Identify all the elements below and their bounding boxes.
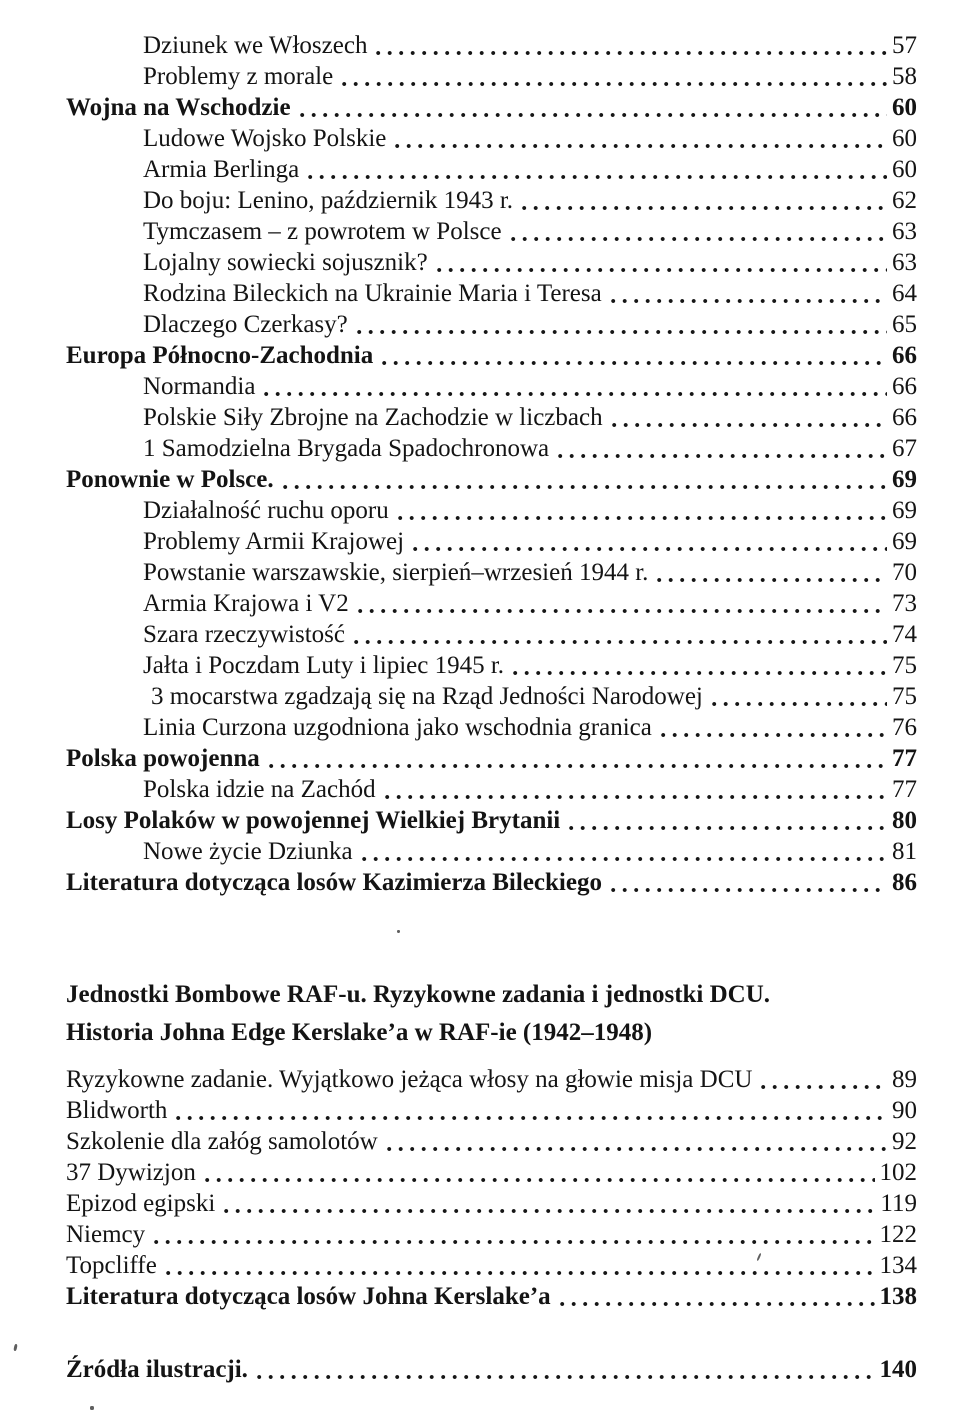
toc-entry-page-number: 140 [879,1356,917,1383]
toc-entry [66,836,917,867]
toc-entry-title: Armia Berlinga [143,156,300,183]
toc-entry [66,495,917,526]
dot-leader [357,329,887,335]
chapter-heading-line-1: Jednostki Bombowe RAF-u. Ryzykowne zadania i jednostki DCU. [66,981,771,1008]
toc-entry-page-number: 138 [879,1283,917,1310]
toc-entry [66,526,917,557]
dot-leader [437,267,887,273]
toc-entry [66,185,917,216]
toc-entry-title: Topcliffe [66,1252,157,1279]
dot-leader [283,484,887,490]
dot-leader [387,1146,887,1152]
dot-leader [395,143,887,149]
dot-leader [376,50,887,56]
toc-entry-page-number: 80 [892,807,917,834]
toc-entry-page-number: 92 [892,1128,917,1155]
toc-entry-page-number: 66 [892,342,917,369]
dot-leader [522,205,887,211]
toc-entry-title: Armia Krajowa i V2 [143,590,349,617]
dot-leader [712,701,887,707]
toc-entry-title: Normandia [143,373,256,400]
dot-leader [166,1270,875,1276]
toc-entry [66,1281,917,1312]
toc-entry-title: Rodzina Bileckich na Ukrainie Maria i Teresa [143,280,602,307]
toc-entry-title: Niemcy [66,1221,146,1248]
toc-entry-page-number: 66 [892,404,917,431]
dot-leader [300,112,887,118]
toc-entry-title: Powstanie warszawskie, sierpień–wrzesień 1944 r. [143,559,649,586]
dot-leader [308,174,887,180]
toc-entry-page-number: 57 [892,32,917,59]
toc-entry-page-number: 69 [892,497,917,524]
toc-entry [66,1250,917,1281]
toc-entry [66,1354,917,1385]
dot-leader [611,887,887,893]
toc-entry [66,247,917,278]
toc-entry-page-number: 77 [892,776,917,803]
toc-entry-title: Epizod egipski [66,1190,216,1217]
dot-leader [342,81,887,87]
toc-entry-title: Polska powojenna [66,745,260,772]
scan-speck [397,930,400,933]
toc-entry-title: Polskie Siły Zbrojne na Zachodzie w liczbach [143,404,603,431]
dot-leader [358,608,887,614]
toc-entry [66,216,917,247]
toc-entry [66,1219,917,1250]
toc-entry-page-number: 74 [892,621,917,648]
toc-entry [66,867,917,898]
toc-entry [66,61,917,92]
toc-entry [66,340,917,371]
toc-entry-page-number: 65 [892,311,917,338]
toc-entry-page-number: 60 [892,125,917,152]
toc-footer [66,1354,917,1385]
toc-entry-title: Tymczasem – z powrotem w Polsce [143,218,502,245]
toc-entry-page-number: 102 [879,1159,917,1186]
dot-leader [257,1374,875,1380]
toc-entry-title: Lojalny sowiecki sojusznik? [143,249,428,276]
toc-entry-title: Nowe życie Dziunka [143,838,353,865]
toc-entry [66,464,917,495]
dot-leader [264,391,887,397]
toc-entry-title: Blidworth [66,1097,168,1124]
toc-entry-page-number: 90 [892,1097,917,1124]
toc-entry-title: Szkolenie dla załóg samolotów [66,1128,378,1155]
toc-entry [66,650,917,681]
toc-entry [66,123,917,154]
toc-entry-page-number: 86 [892,869,917,896]
toc-entry-title: Działalność ruchu oporu [143,497,389,524]
toc-entry [66,309,917,340]
toc-entry [66,681,917,712]
toc-section-2 [66,1064,917,1312]
toc-entry-title: 1 Samodzielna Brygada Spadochronowa [143,435,550,462]
toc-entry-page-number: 70 [892,559,917,586]
dot-leader [511,236,887,242]
toc-entry-page-number: 66 [892,373,917,400]
toc-entry-title: Wojna na Wschodzie [66,94,291,121]
toc-entry-title: Problemy Armii Krajowej [143,528,405,555]
toc-entry [66,588,917,619]
toc-entry-title: Do boju: Lenino, październik 1943 r. [143,187,514,214]
dot-leader [269,763,887,769]
toc-entry-title: Linia Curzona uzgodniona jako wschodnia granica [143,714,652,741]
toc-entry-title: Problemy z morale [143,63,334,90]
dot-leader [154,1239,874,1245]
toc-entry [66,1126,917,1157]
toc-entry [66,402,917,433]
toc-entry [66,619,917,650]
toc-entry-page-number: 122 [879,1221,917,1248]
toc-entry-page-number: 60 [892,94,917,121]
toc-entry-title: Europa Północno-Zachodnia [66,342,374,369]
toc-entry [66,1188,917,1219]
toc-entry-page-number: 76 [892,714,917,741]
dot-leader [382,360,887,366]
toc-entry-title: Literatura dotycząca losów Johna Kerslake’a [66,1283,551,1310]
toc-entry [66,712,917,743]
toc-entry-page-number: 77 [892,745,917,772]
toc-entry-page-number: 89 [892,1066,917,1093]
dot-leader [657,577,887,583]
toc-entry-title: Ryzykowne zadanie. Wyjątkowo jeżąca włosy na głowie misja DCU [66,1066,753,1093]
toc-entry [66,92,917,123]
dot-leader [513,670,887,676]
toc-entry-page-number: 73 [892,590,917,617]
toc-entry [66,371,917,402]
toc-entry [66,1064,917,1095]
toc-entry-page-number: 63 [892,218,917,245]
dot-leader [224,1208,875,1214]
chapter-heading-line-2: Historia Johna Edge Kerslake’a w RAF-ie (1942–1948) [66,1019,653,1046]
scan-speck [90,1406,94,1410]
toc-entry-title: Losy Polaków w powojennej Wielkiej Brytanii [66,807,561,834]
dot-leader [385,794,887,800]
toc-entry-title: 37 Dywizjon [66,1159,196,1186]
toc-entry [66,805,917,836]
toc-entry-page-number: 58 [892,63,917,90]
dot-leader [761,1084,887,1090]
toc-entry-page-number: 64 [892,280,917,307]
toc-entry-title: Jałta i Poczdam Luty i lipiec 1945 r. [143,652,505,679]
dot-leader [205,1177,875,1183]
toc-entry-title: Szara rzeczywistość [143,621,345,648]
toc-entry-title: Ponownie w Polsce. [66,466,274,493]
dot-leader [612,422,887,428]
toc-entry-title: Dlaczego Czerkasy? [143,311,348,338]
toc-entry [66,30,917,61]
dot-leader [661,732,887,738]
toc-entry-page-number: 63 [892,249,917,276]
toc-entry [66,433,917,464]
toc-entry [66,154,917,185]
chapter-heading [66,976,917,1052]
toc-entry-page-number: 69 [892,466,917,493]
toc-entry [66,774,917,805]
toc-entry [66,278,917,309]
toc-entry-page-number: 75 [892,683,917,710]
toc-entry-title: Ludowe Wojsko Polskie [143,125,387,152]
toc-entry-page-number: 81 [892,838,917,865]
toc-entry-page-number: 75 [892,652,917,679]
toc-entry-page-number: 134 [879,1252,917,1279]
toc-entry [66,1095,917,1126]
toc-entry [66,557,917,588]
toc-entry-title: Polska idzie na Zachód [143,776,376,803]
toc-entry-page-number: 119 [880,1190,917,1217]
dot-leader [398,515,887,521]
dot-leader [558,453,887,459]
toc-entry [66,1157,917,1188]
toc-entry-title: Literatura dotycząca losów Kazimierza Bileckiego [66,869,602,896]
toc-entry-page-number: 60 [892,156,917,183]
toc-entry-title: Źródła ilustracji. [66,1356,248,1383]
dot-leader [362,856,887,862]
dot-leader [611,298,887,304]
toc-entry-page-number: 62 [892,187,917,214]
toc-entry-page-number: 69 [892,528,917,555]
dot-leader [176,1115,887,1121]
dot-leader [413,546,887,552]
toc-entry-title: 3 mocarstwa zgadzają się na Rząd Jedności Narodowej [151,683,703,710]
toc-entry-page-number: 67 [892,435,917,462]
toc-section-1 [66,30,917,898]
dot-leader [569,825,887,831]
toc-entry-title: Dziunek we Włoszech [143,32,368,59]
toc-entry [66,743,917,774]
dot-leader [354,639,887,645]
dot-leader [560,1301,875,1307]
